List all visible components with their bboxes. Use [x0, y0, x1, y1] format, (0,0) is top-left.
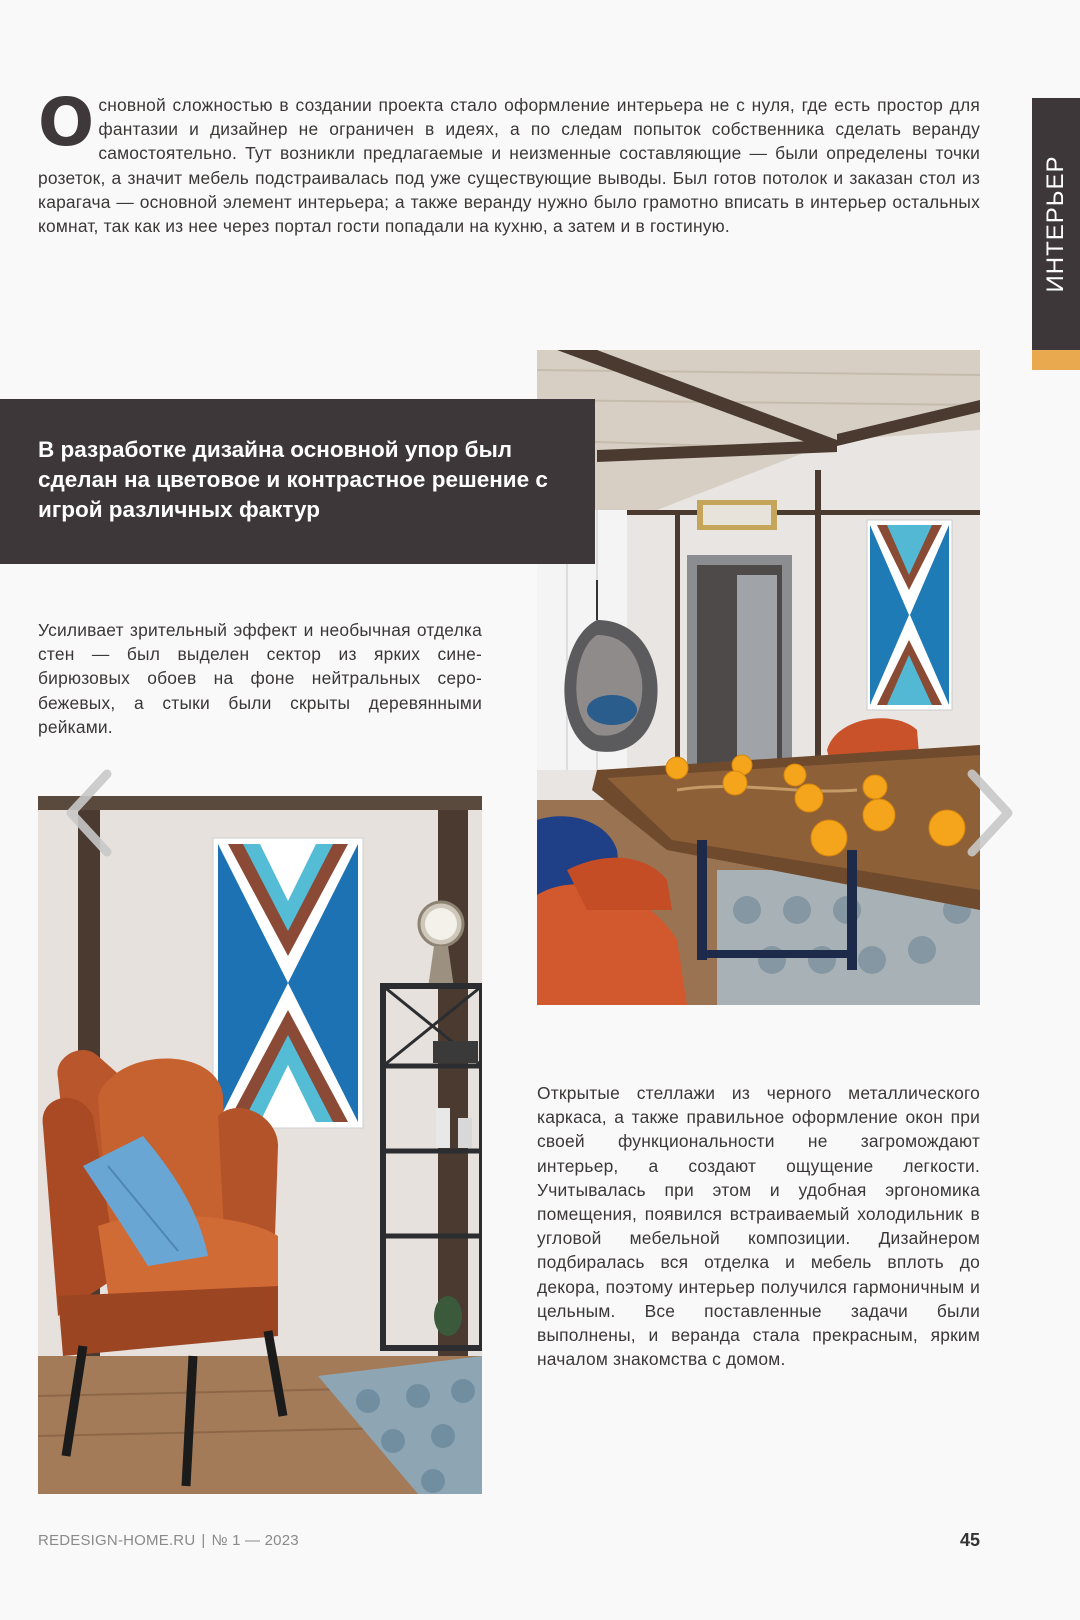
chevron-left-icon: [63, 768, 113, 858]
pull-quote: [0, 399, 595, 564]
footer-issue: № 1 — 2023: [211, 1532, 299, 1549]
footer-info: [38, 1532, 299, 1549]
intro-paragraph: [38, 84, 980, 238]
dining-room-photo: [537, 350, 980, 1005]
armchair-photo: [38, 796, 482, 1494]
left-column-paragraph: Усиливает зрительный эффект и необычная отделка стен — был выделен сектор из ярких сине-бирюзовых обоев на фоне нейтральных серо-бежевых, а стыки были скрыты деревянными рейками.: [38, 620, 482, 737]
section-label: ИНТЕРЬЕР: [1042, 155, 1069, 293]
page-number: 45: [959, 1530, 980, 1550]
section-tab: [1032, 98, 1080, 370]
previous-page-button[interactable]: [58, 763, 118, 863]
section-accent-bar: [1032, 350, 1080, 370]
right-column-paragraph: Открытые стеллажи из черного металлического каркаса, а также правильное оформление окон при своей функциональности не загромождают интерьер, а создают ощущение легкости. Учитывалась при этом и удобная эргономика помещения, появился встраиваемый холодильник в угловой мебельной композиции. Дизайнером подбиралась вся отделка и мебель вплоть до декора, поэтому интерьер получился гармоничным и цельным. Все поставленные задачи были выполнены, и веранда стала прекрасным, ярким началом знакомства с домом.: [537, 1083, 980, 1370]
footer-site: REDESIGN-HOME.RU: [38, 1532, 196, 1549]
next-page-button[interactable]: [961, 763, 1021, 863]
chevron-right-icon: [966, 768, 1016, 858]
drop-cap: О: [38, 84, 95, 161]
intro-text: сновной сложностью в создании проекта стало оформление интерьера не с нуля, где есть простор для фантазии и дизайнер не ограничен в идеях, а по следам попыток собственника сделать веранду самостоятельно. Тут возникли предлагаемые и неизменные составляющие — были определены точки розеток, а значит мебель подстраивалась под уже существующие выводы. Был готов потолок и заказан стол из карагача — основной элемент интерьера; а также веранду нужно было грамотно вписать в интерьер остальных комнат, так как из нее через портал гости попадали на кухню, а затем и в гостиную.: [38, 95, 980, 237]
footer-separator: |: [201, 1532, 206, 1549]
pull-quote-text: В разработке дизайна основной упор был сделан на цветовое и контрастное решение с игрой различных фактур: [38, 437, 548, 522]
